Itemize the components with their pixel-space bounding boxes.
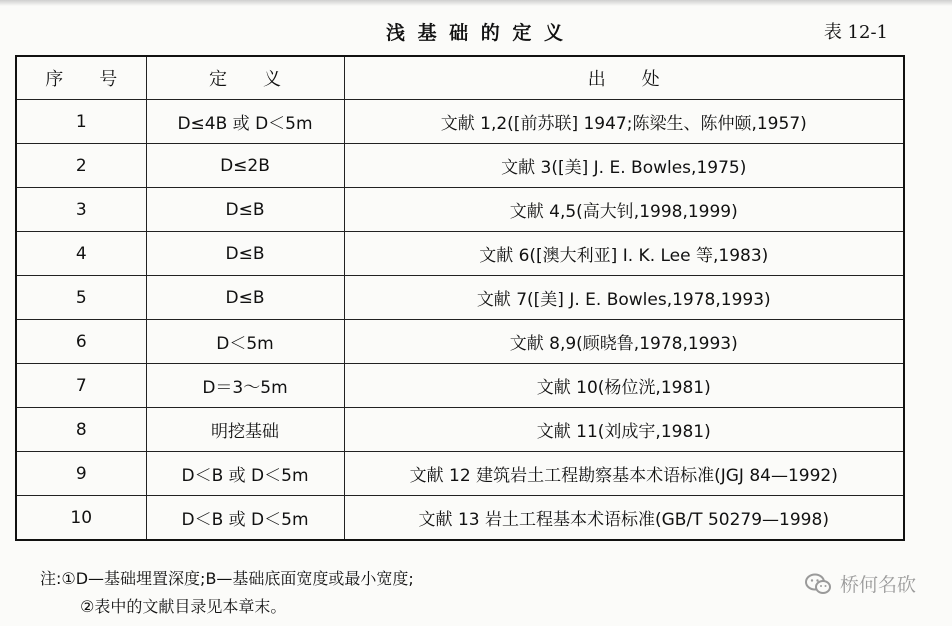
cell-definition: D＜5m bbox=[146, 320, 344, 364]
scan-top-edge bbox=[0, 0, 952, 6]
cell-source: 文献 3([美] J. E. Bowles,1975) bbox=[344, 144, 904, 188]
cell-number: 5 bbox=[16, 276, 146, 320]
cell-number: 8 bbox=[16, 408, 146, 452]
table-title: 浅 基 础 的 定 义 bbox=[385, 22, 567, 44]
table-row bbox=[16, 452, 904, 496]
cell-number: 9 bbox=[16, 452, 146, 496]
table-row bbox=[16, 496, 904, 541]
table-header-row bbox=[16, 56, 904, 100]
watermark bbox=[804, 570, 916, 597]
cell-source: 文献 11(刘成宇,1981) bbox=[344, 408, 904, 452]
cell-source: 文献 12 建筑岩土工程勘察基本术语标准(JGJ 84—1992) bbox=[344, 452, 904, 496]
cell-number: 1 bbox=[16, 100, 146, 144]
cell-source: 文献 8,9(顾晓鲁,1978,1993) bbox=[344, 320, 904, 364]
watermark-text: 桥何名砍 bbox=[839, 574, 916, 596]
cell-source: 文献 7([美] J. E. Bowles,1978,1993) bbox=[344, 276, 904, 320]
cell-definition: 明挖基础 bbox=[146, 408, 344, 452]
cell-number: 2 bbox=[16, 144, 146, 188]
cell-source: 文献 4,5(高大钊,1998,1999) bbox=[344, 188, 904, 232]
table-row bbox=[16, 276, 904, 320]
table-row bbox=[16, 364, 904, 408]
cell-number: 3 bbox=[16, 188, 146, 232]
cell-source: 文献 10(杨位洸,1981) bbox=[344, 364, 904, 408]
wechat-icon bbox=[804, 572, 832, 596]
cell-definition: D＜B 或 D＜5m bbox=[146, 496, 344, 541]
note-line-1: 注:①D—基础埋置深度;B—基础底面宽度或最小宽度; bbox=[40, 569, 414, 588]
table-row bbox=[16, 232, 904, 276]
cell-number: 7 bbox=[16, 364, 146, 408]
cell-source: 文献 13 岩土工程基本术语标准(GB/T 50279—1998) bbox=[344, 496, 904, 541]
table-number: 表 12-1 bbox=[823, 22, 888, 43]
table-row bbox=[16, 408, 904, 452]
table-row bbox=[16, 188, 904, 232]
definition-table bbox=[15, 55, 905, 541]
cell-source: 文献 1,2([前苏联] 1947;陈梁生、陈仲颐,1957) bbox=[344, 100, 904, 144]
table-notes bbox=[40, 565, 414, 621]
cell-source: 文献 6([澳大利亚] I. K. Lee 等,1983) bbox=[344, 232, 904, 276]
cell-definition: D≤B bbox=[146, 188, 344, 232]
cell-definition: D＝3～5m bbox=[146, 364, 344, 408]
cell-definition: D＜B 或 D＜5m bbox=[146, 452, 344, 496]
cell-definition: D≤B bbox=[146, 232, 344, 276]
header-source: 出 处 bbox=[344, 56, 904, 100]
table-row bbox=[16, 100, 904, 144]
cell-definition: D≤B bbox=[146, 276, 344, 320]
cell-number: 6 bbox=[16, 320, 146, 364]
table-row bbox=[16, 144, 904, 188]
note-line-2: ②表中的文献目录见本章末。 bbox=[80, 597, 287, 616]
header-number: 序 号 bbox=[16, 56, 146, 100]
table-row bbox=[16, 320, 904, 364]
cell-definition: D≤4B 或 D＜5m bbox=[146, 100, 344, 144]
cell-number: 10 bbox=[16, 496, 146, 541]
header-definition: 定 义 bbox=[146, 56, 344, 100]
cell-definition: D≤2B bbox=[146, 144, 344, 188]
cell-number: 4 bbox=[16, 232, 146, 276]
